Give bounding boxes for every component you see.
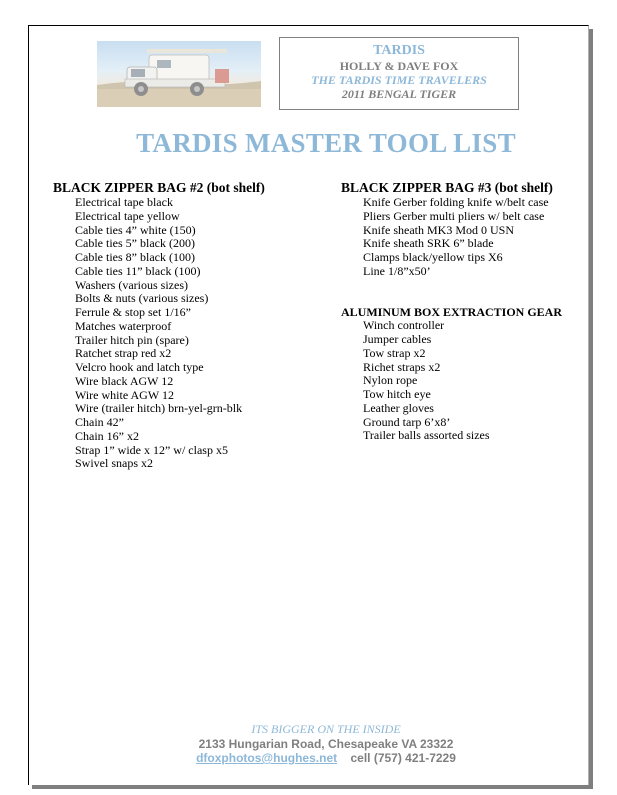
list-item: Knife sheath SRK 6” blade [363,236,494,251]
list-item: Cable ties 11” black (100) [75,263,201,278]
list-item: Chain 42” [75,415,124,429]
list-item: Electrical tape black [75,195,173,209]
list-item: Line 1/8”x50’ [363,263,431,278]
list-item: Strap 1” wide x 12” w/ clasp x5 [75,442,228,457]
header-box [279,37,519,110]
document-title: TARDIS MASTER TOOL LIST [136,128,516,158]
footer-tagline: ITS BIGGER ON THE INSIDE [251,722,401,736]
truck-camper-illustration [97,41,261,107]
list-item: Tow hitch eye [363,387,431,401]
list-item: Richet straps x2 [363,359,441,374]
list-item: Velcro hook and latch type [75,360,204,374]
list-item: Ferrule & stop set 1/16” [75,305,191,319]
extraction-gear-list [341,319,562,443]
list-item: Wire (trailer hitch) brn-yel-grn-blk [75,401,243,416]
footer-phone-gap [340,751,347,765]
right-tool-list [341,196,562,279]
left-tool-list [53,196,265,471]
list-item: Leather gloves [363,400,434,415]
left-column-heading: BLACK ZIPPER BAG #2 (bot shelf) [53,180,265,195]
list-item: Swivel snaps x2 [75,456,153,471]
left-column [53,180,265,471]
email-link[interactable]: dfoxphotos@hughes.net [196,751,338,765]
list-item: Electrical tape yellow [75,208,180,223]
section-spacer [341,279,562,306]
right-column [341,180,562,443]
list-item: Clamps black/yellow tips X6 [363,250,503,264]
header-names: HOLLY & DAVE FOX [339,59,459,73]
footer-phone: cell (757) 421-7229 [350,751,456,765]
list-item: Winch controller [363,318,445,333]
list-item: Cable ties 5” black (200) [75,236,195,251]
list-item: Cable ties 4” white (150) [75,222,196,237]
footer-address: 2133 Hungarian Road, Chesapeake VA 23322 [198,737,454,751]
list-item: Washers (various sizes) [75,277,188,292]
list-item: Wire black AGW 12 [75,373,174,388]
list-item: Chain 16” x2 [75,428,139,443]
list-item: Bolts & nuts (various sizes) [75,291,209,306]
list-item: Knife sheath MK3 Mod 0 USN [363,222,514,237]
list-item: Trailer balls assorted sizes [363,428,490,443]
header-subtitle: THE TARDIS TIME TRAVELERS [311,73,487,87]
extraction-gear-heading: ALUMINUM BOX EXTRACTION GEAR [341,304,563,319]
list-item: Trailer hitch pin (spare) [75,332,189,347]
list-item: Matches waterproof [75,318,172,333]
list-item: Tow strap x2 [363,345,426,360]
list-item: Jumper cables [363,332,432,346]
list-item: Ground tarp 6’x8’ [363,414,451,429]
footer-contact [0,751,617,765]
list-item: Ratchet strap red x2 [75,346,172,361]
truck-camper-photo [97,41,261,107]
header-title: TARDIS [373,43,425,58]
right-column-heading: BLACK ZIPPER BAG #3 (bot shelf) [341,180,553,195]
header-vehicle: 2011 BENGAL TIGER [341,87,457,101]
list-item: Nylon rope [363,373,418,388]
list-item: Wire white AGW 12 [75,387,174,402]
list-item: Knife Gerber folding knife w/belt case [363,195,549,209]
list-item: Pliers Gerber multi pliers w/ belt case [363,208,545,223]
list-item: Cable ties 8” black (100) [75,250,195,264]
